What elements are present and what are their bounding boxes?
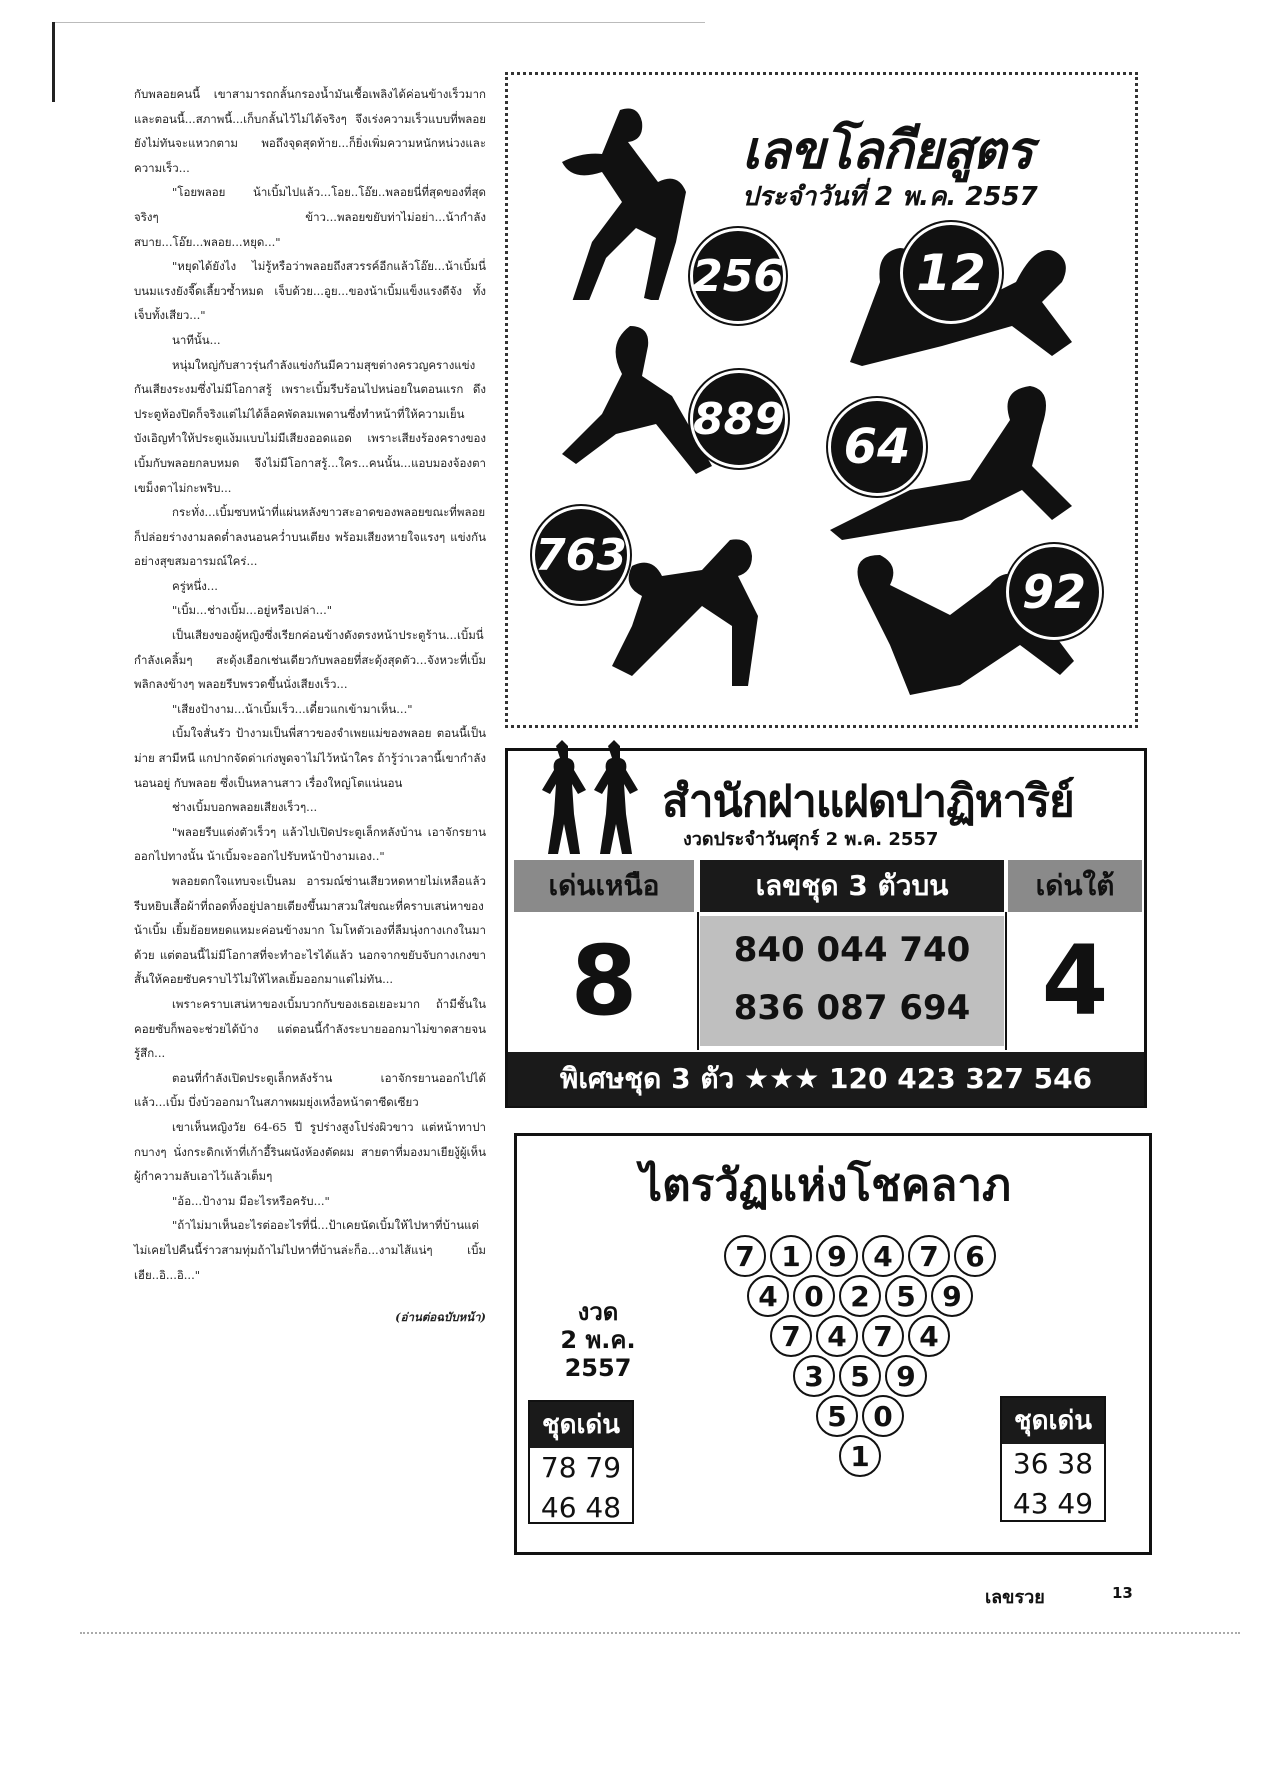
triangle-digit: 2 [839,1275,881,1317]
south-header: เด่นใต้ [1008,860,1142,912]
north-digit: 8 [570,925,638,1037]
continued-note: (อ่านต่อฉบับหน้า) [395,1310,486,1325]
triangle-digit: 1 [770,1235,812,1277]
article-paragraph: "พลอยรีบแต่งตัวเร็วๆ แล้วไปเปิดประตูเล็กหลังบ้าน เอาจักรยานออกไปทางนั้น น้าเบิ้มจะออกไปรับหน้าป้างามเอง.." [134,824,486,864]
magazine-name: เลขรวย [985,1587,1045,1608]
triangle-digit: 5 [885,1275,927,1317]
silhouette-figure [560,100,710,300]
bottom-rule [80,1632,1240,1634]
featured-set-line: 46 48 [540,1491,622,1524]
triangle-digit: 9 [816,1235,858,1277]
triangle-digit: 0 [793,1275,835,1317]
article-paragraph: กับพลอยคนนี้ เขาสามารถกลั้นกรองน้ำมันเชื้อเพลิงได้ค่อนข้างเร็วมาก และตอนนี้...สภาพนี้...เก็บกลั้นไว้ไม่ได้จริงๆ จึงเร่งความเร็วแบบที่พลอยยังไม่ทันจะแหวกตาม พอถึงจุดสุดท้าย...ก็ยิ่งเพิ่มความหนักหน่วงและความเร็ว... [134,87,486,175]
south-digit: 4 [1041,925,1109,1037]
article-paragraph: เบิ้มใจสั่นรัว ป้างามเป็นพี่สาวของจำเพยแม่ของพลอย ตอนนี้เป็นม่าย สามีหนี แกปากจัดด่าเก่งพูดจาไม่ไว้หน้าใคร ถ้ารู้ว่าเวลานี้เขากำลังนอนอยู่ กับพลอย ซึ่งเป็นหลานสาว เรื่องใหญ่โตแน่นอน [134,726,486,790]
triangle-digit: 9 [931,1275,973,1317]
panel1-title: เลขโลกียสูตร [742,121,1033,181]
article-paragraph: "ถ้าไม่มาเห็นอะไรต่ออะไรที่นี่...ป้าเคยนัดเบิ้มให้ไปหาที่บ้านแต่ไม่เคยไปคืนนี้ร่าวสามทุ่มถ้าไม่ไปหาที่บ้านล่ะก็อ...งามไส้แน่ๆ เบิ้ม เฮีย..อิ...อิ..." [134,1218,486,1282]
lucky-number-ball: 763 [532,506,630,604]
article-paragraph: หนุ่มใหญ่กับสาวรุ่นกำลังแข่งกันมีความสุขต่างครวญครางแข่งกันเสียงระงมซึ่งไม่มีโอกาสรู้ เพราะเบิ้มรีบร้อนไปหน่อยในตอนแรก ดึงประตูห้องปิดก็จริงแต่ไม่ได้ล็อคพัดลมเพดานซึ่งทำหน้าที่ให้ความเย็น บังเอิญทำให้ประตูแง้มแบบไม่มีเสียงออดแอด เพราะเสียงร้องครางของเบิ้มกับพลอยกลบหมด จึงไม่มีโอกาสรู้...ใคร...คนนั้น...แอบมองจ้องตาเขม็งตาไม่กะพริบ... [134,357,486,495]
triangle-digit: 0 [862,1395,904,1437]
divider [1005,912,1007,1050]
article-column [134,82,486,1330]
lucky-number-ball: 889 [690,370,788,468]
panel1-subtitle: ประจำวันที่ 2 พ.ค. 2557 [742,182,1038,212]
article-paragraph: ตอนที่กำลังเปิดประตูเล็กหลังร้าน เอาจักรยานออกไปได้แล้ว...เบิ้ม บึ่งบ้วออกมาในสภาพผมยุ่งเหงื่อหน้าตาซีดเซียว [134,1070,486,1110]
triangle-digit: 4 [747,1275,789,1317]
triangle-digit: 9 [885,1355,927,1397]
triangle-digit: 7 [908,1235,950,1277]
triangle-digit: 7 [862,1315,904,1357]
lucky-number-ball: 64 [828,398,926,496]
draw-label: 2 พ.ค. [560,1326,636,1354]
article-paragraph: "อ้อ...ป้างาม มีอะไรหรือครับ..." [172,1193,330,1208]
article-paragraph: นาทีนั้น... [172,332,221,347]
triangle-digit: 1 [839,1435,881,1477]
panel2-subtitle: งวดประจำวันศุกร์ 2 พ.ค. 2557 [683,829,939,850]
sets-row: 836 087 694 [733,988,971,1028]
featured-set-line: 78 79 [540,1451,622,1484]
draw-label: 2557 [564,1354,632,1382]
featured-set-box-right [1000,1396,1106,1522]
article-paragraph: "เบิ้ม...ช่างเบิ้ม...อยู่หรือเปล่า..." [172,603,333,618]
featured-set-line: 43 49 [1012,1487,1094,1520]
featured-set-head: ชุดเด่น [530,1402,632,1448]
featured-set-box-left [528,1400,634,1524]
article-paragraph: กระทั่ง...เบิ้มซบหน้าที่แผ่นหลังขาวสะอาดของพลอยขณะที่พลอยก็ปล่อยร่างงามลดต่ำลงนอนคว่ำบนเตียง พร้อมเสียงหายใจแรงๆ แข่งกันอย่างสุขสมอารมณ์ใคร่... [134,505,486,569]
triangle-digit: 6 [954,1235,996,1277]
triangle-digit: 5 [839,1355,881,1397]
north-header: เด่นเหนือ [514,860,694,912]
page-number: 13 [1112,1584,1133,1602]
triangle-digit: 7 [770,1315,812,1357]
page-left-rule [52,22,55,102]
triangle-digit: 3 [793,1355,835,1397]
article-paragraph: "หยุดได้ยังไง ไม่รู้หรือว่าพลอยถึงสวรรค์อีกแล้วโอ๊ย...น้าเบิ้มนี่บนมแรงยังจี๊ดเลี้ยวซ้ำหมด เจ็บด้วย...อูย...ของน้าเบิ้มแข็งแรงดีจัง ทั้งเจ็บทั้งเสียว..." [134,259,486,323]
triangle-digit: 5 [816,1395,858,1437]
twin-statue-icon [528,738,648,858]
sets-row: 840 044 740 [733,930,971,970]
triangle-digit: 4 [816,1315,858,1357]
article-paragraph: เขาเห็นหญิงวัย 64-65 ปี รูปร่างสูงโปร่งผิวขาว แต่หน้าทาปากบางๆ นั่งกระดิกเท้าที่เก้าอี้รินผนังห้องตัดผม สายตาที่มองมาเยียงู้ผู้เห็น ผู้กำความลับเอาไว้แล้วเต็มๆ [134,1119,486,1184]
page-top-rule [55,22,705,23]
triangle-digit: 4 [862,1235,904,1277]
triangle-digit: 7 [724,1235,766,1277]
article-paragraph: เพราะคราบเสน่หาของเบิ้มบวกกับของเธอเยอะมาก ถ้ามีชั้นในคอยซับก็พอจะช่วยได้บ้าง แต่ตอนนี้กำลังระบายออกมาไม่ขาดสายจนรู้สึก... [134,996,486,1061]
panel3-title: ไตรวัฏแห่งโชคลาภ [640,1160,1012,1211]
article-paragraph: พลอยตกใจแทบจะเป็นลม อารมณ์ซ่านเสียวหดหายไม่เหลือแล้ว รีบหยิบเสื้อผ้าที่ถอดทิ้งอยู่ปลายเตียงขึ้นมาสวมใส่ขณะที่คราบเสน่หาของน้าเบิ้ม เยิ้มย้อยหยดแหมะค่อนข้างมาก โมโหตัวเองที่ลืมนุ่งกางเกงในมาด้วย แต่ตอนนี้ไม่มีโอกาสที่จะทำอะไรได้แล้ว นอกจากขยับจับกางเกงขาสั้นให้คอยซับคราบไว้ไม่ให้ไหลเยิ้มออกมาแต่ไม่ทัน... [134,874,486,987]
lucky-number-ball: 92 [1006,544,1102,640]
article-paragraph: ช่างเบิ้มบอกพลอยเสียงเร็วๆ... [172,800,318,815]
sets-header: เลขชุด 3 ตัวบน [700,860,1004,912]
special-sets-bar: พิเศษชุด 3 ตัว ★★★ 120 423 327 546 [508,1052,1144,1106]
lucky-number-ball: 256 [690,228,786,324]
triangle-digit: 4 [908,1315,950,1357]
article-paragraph: เป็นเสียงของผู้หญิงซึ่งเรียกค่อนข้างดังตรงหน้าประตูร้าน...เบิ้มนี่กำลังเคลิ้มๆ สะดุ้งเฮือกเช่นเดียวกับพลอยที่สะดุ้งสุดตัว...จังหวะที่เบิ้มพลิกลงข้างๆ พลอยรีบพรวดขึ้นนั่งเสียงเร็ว... [134,628,486,692]
featured-set-head: ชุดเด่น [1002,1398,1104,1444]
lucky-number-ball: 12 [900,222,1002,324]
draw-label: งวด [577,1298,619,1326]
article-paragraph: "เสียงป้างาม...น้าเบิ้มเร็ว...เดี๋ยวแกเข้ามาเห็น..." [172,701,413,716]
divider [697,912,699,1050]
panel2-title: สำนักฝาแฝดปาฏิหาริย์ [662,776,1074,827]
featured-set-line: 36 38 [1012,1447,1094,1480]
article-paragraph: ครู่หนึ่ง... [172,578,218,593]
article-paragraph: "โอยพลอย น้าเบิ้มไปแล้ว...โอย..โอ๊ย..พลอยนี่ที่สุดของที่สุดจริงๆ ข้าว...พลอยขยับท่าไม่อย่า...น้ากำลังสบาย...โอ๊ย...พลอย...หยุด..." [134,185,486,249]
